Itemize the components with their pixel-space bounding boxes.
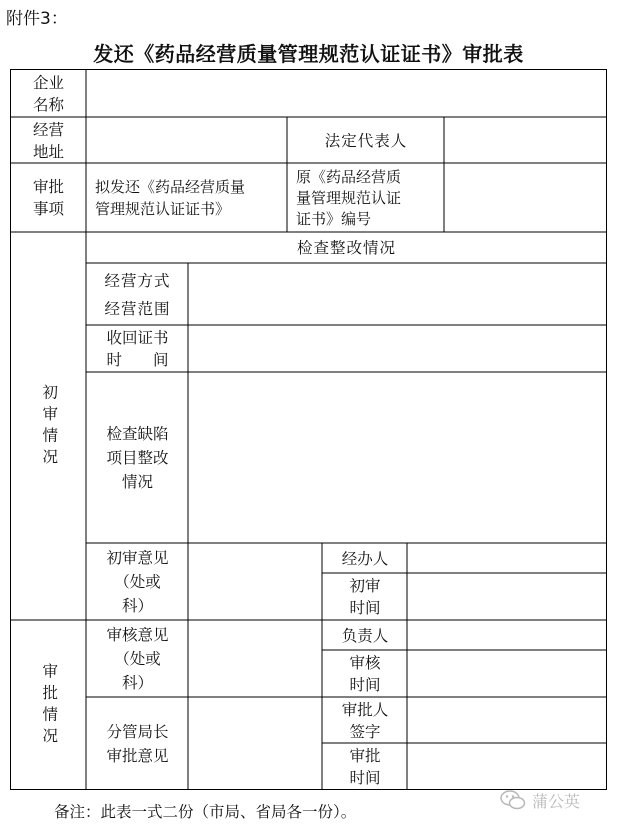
handler-label: 经办人 <box>341 549 389 568</box>
watermark <box>500 782 612 818</box>
legal-rep-field[interactable] <box>445 118 606 163</box>
initial-opinion-label: 初审意见 （处或 科） <box>106 549 169 615</box>
wechat-icon <box>500 789 526 811</box>
company-name-field[interactable] <box>87 70 606 117</box>
approval-item-value: 拟发还《药品经营质量 管理规范认证证书》 <box>95 178 246 218</box>
business-mode-scope-label <box>87 264 188 325</box>
initial-review-label-text: 初审情况 <box>40 383 59 470</box>
legal-rep-label: 法定代表人 <box>324 131 408 150</box>
audit-opinion-field[interactable] <box>189 621 322 697</box>
initial-review-time-field[interactable] <box>408 574 606 620</box>
handler-field[interactable] <box>408 544 606 573</box>
responsible-field[interactable] <box>408 621 606 650</box>
address-label: 经营 地址 <box>32 120 64 161</box>
deputy-opinion-field[interactable] <box>189 698 322 790</box>
form-title: 发还《药品经营质量管理规范认证证书》审批表 <box>93 42 524 66</box>
recall-time-field[interactable] <box>189 326 606 372</box>
defect-items-field[interactable] <box>189 373 606 543</box>
business-mode-label: 经营方式 <box>104 271 171 290</box>
audit-opinion-label: 审核意见 （处或 科） <box>106 626 169 692</box>
audit-time-label: 审核 时间 <box>349 654 381 694</box>
inspection-header: 检查整改情况 <box>296 239 396 257</box>
initial-review-section-label <box>11 233 86 620</box>
approval-item-label: 审批 事项 <box>32 178 64 218</box>
footer-note: 备注：此表一式二份（市局、省局各一份）。 <box>54 803 357 821</box>
approval-label-text: 审批情况 <box>40 662 59 749</box>
watermark-text: 蒲公英 <box>532 791 581 811</box>
deputy-opinion-label: 分管局长 审批意见 <box>106 723 169 765</box>
approval-section-label <box>11 621 86 790</box>
defect-items-label: 检查缺陷 项目整改 情况 <box>106 425 169 491</box>
attachment-label: 附件3： <box>6 9 68 29</box>
business-mode-scope-field[interactable] <box>189 264 606 325</box>
original-cert-label: 原《药品经营质 量管理规范认证 证书》编号 <box>296 167 402 228</box>
recall-time-label: 收回证书 时 间 <box>106 329 169 369</box>
responsible-label: 负责人 <box>341 626 389 645</box>
initial-opinion-field[interactable] <box>189 544 322 620</box>
approver-sign-label: 审批人 签字 <box>341 700 389 741</box>
address-field[interactable] <box>87 118 287 163</box>
original-cert-number-field[interactable] <box>445 164 606 232</box>
company-name-label: 企业 名称 <box>32 73 64 114</box>
business-scope-label: 经营范围 <box>104 299 171 318</box>
approver-sign-field[interactable] <box>408 698 606 743</box>
audit-time-field[interactable] <box>408 651 606 697</box>
approval-time-label: 审批 时间 <box>349 747 381 787</box>
initial-review-time-label: 初审 时间 <box>349 577 381 617</box>
